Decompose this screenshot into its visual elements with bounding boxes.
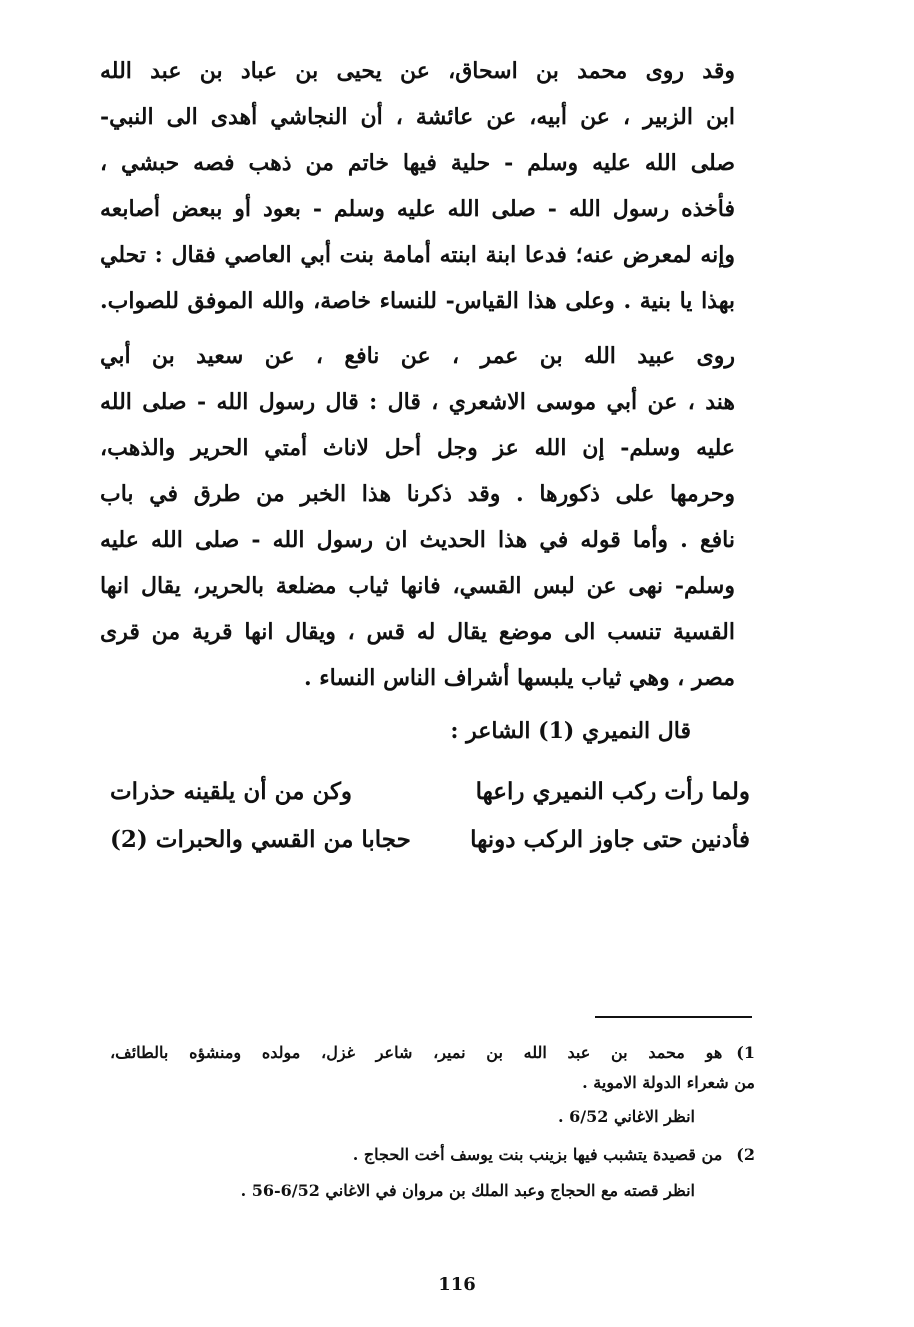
text-line: وحرمها على ذكورها . وقد ذكرنا هذا الخبر من طرق في باب <box>100 481 735 507</box>
footnote-text: من قصيدة يتشبب فيها بزينب بنت يوسف أخت الحجاج . <box>352 1145 723 1164</box>
text-line: روى عبيد الله بن عمر ، عن نافع ، عن سعيد بن أبي <box>100 343 735 369</box>
paragraph-1 <box>100 48 735 324</box>
footnote-divider <box>595 1016 752 1018</box>
verse-first-hemistich: ولما رأت ركب النميري راعها <box>475 778 750 805</box>
footnote-text: هو محمد بن عبد الله بن نمير، شاعر غزل، مولده ومنشؤه بالطائف، <box>110 1043 723 1062</box>
text-line: عليه وسلم- إن الله عز وجل أحل لاناث أمتي الحرير والذهب، <box>100 435 735 461</box>
footnote-text: انظر قصته مع الحجاج وعبد الملك بن مروان في الاغاني 6/52-56 . <box>240 1181 695 1200</box>
text-line: نافع . وأما قوله في هذا الحديث ان رسول الله - صلى الله عليه <box>100 527 735 553</box>
footnote-text: من شعراء الدولة الاموية . <box>582 1073 755 1092</box>
text-line: القسية تنسب الى موضع يقال له قس ، ويقال انها قرية من قرى <box>100 619 735 645</box>
text-line: فأخذه رسول الله - صلى الله عليه وسلم - بعود أو ببعض أصابعه <box>100 196 735 222</box>
text-line: بهذا يا بنية . وعلى هذا القياس- للنساء خاصة، والله الموفق للصواب. <box>100 288 735 314</box>
footnote-1-line <box>110 1038 755 1068</box>
poem-verse <box>110 770 750 814</box>
text-line: صلى الله عليه وسلم - حلية فيها خاتم من ذهب فصه حبشي ، <box>100 150 735 176</box>
verse-second-hemistich: حجابا من القسي والحبرات (2) <box>110 826 411 853</box>
poem-verse <box>110 818 750 862</box>
text-line: هند ، عن أبي موسى الاشعري ، قال : قال رسول الله - صلى الله <box>100 389 735 415</box>
text-line: مصر ، وهي ثياب يلبسها أشراف الناس النساء . <box>303 665 735 691</box>
footnote-number: 1) <box>736 1043 755 1062</box>
footnote-number: 2) <box>736 1145 755 1164</box>
footnote-1-line <box>110 1102 755 1132</box>
page-number: 116 <box>438 1274 476 1295</box>
text-line: ابن الزبير ، عن أبيه، عن عائشة ، أن النجاشي أهدى الى النبي- <box>100 104 735 130</box>
paragraph-2 <box>100 333 735 701</box>
poem-heading: قال النميري (1) الشاعر : <box>450 718 691 744</box>
text-line: وإنه لمعرض عنه؛ فدعا ابنة ابنته أمامة بنت أبي العاصي فقال : تحلي <box>100 242 735 268</box>
footnote-2-line <box>110 1176 755 1206</box>
text-line: وسلم- نهى عن لبس القسي، فانها ثياب مضلعة بالحرير، يقال انها <box>100 573 735 599</box>
text-line: وقد روى محمد بن اسحاق، عن يحيى بن عباد بن عبد الله <box>100 58 735 84</box>
verse-first-hemistich: فأدنين حتى جاوز الركب دونها <box>470 826 750 853</box>
footnote-1-line <box>110 1068 755 1098</box>
footnote-2-line <box>110 1140 755 1170</box>
verse-second-hemistich: وكن من أن يلقينه حذرات <box>110 778 353 805</box>
footnote-text: انظر الاغاني 6/52 . <box>558 1107 695 1126</box>
